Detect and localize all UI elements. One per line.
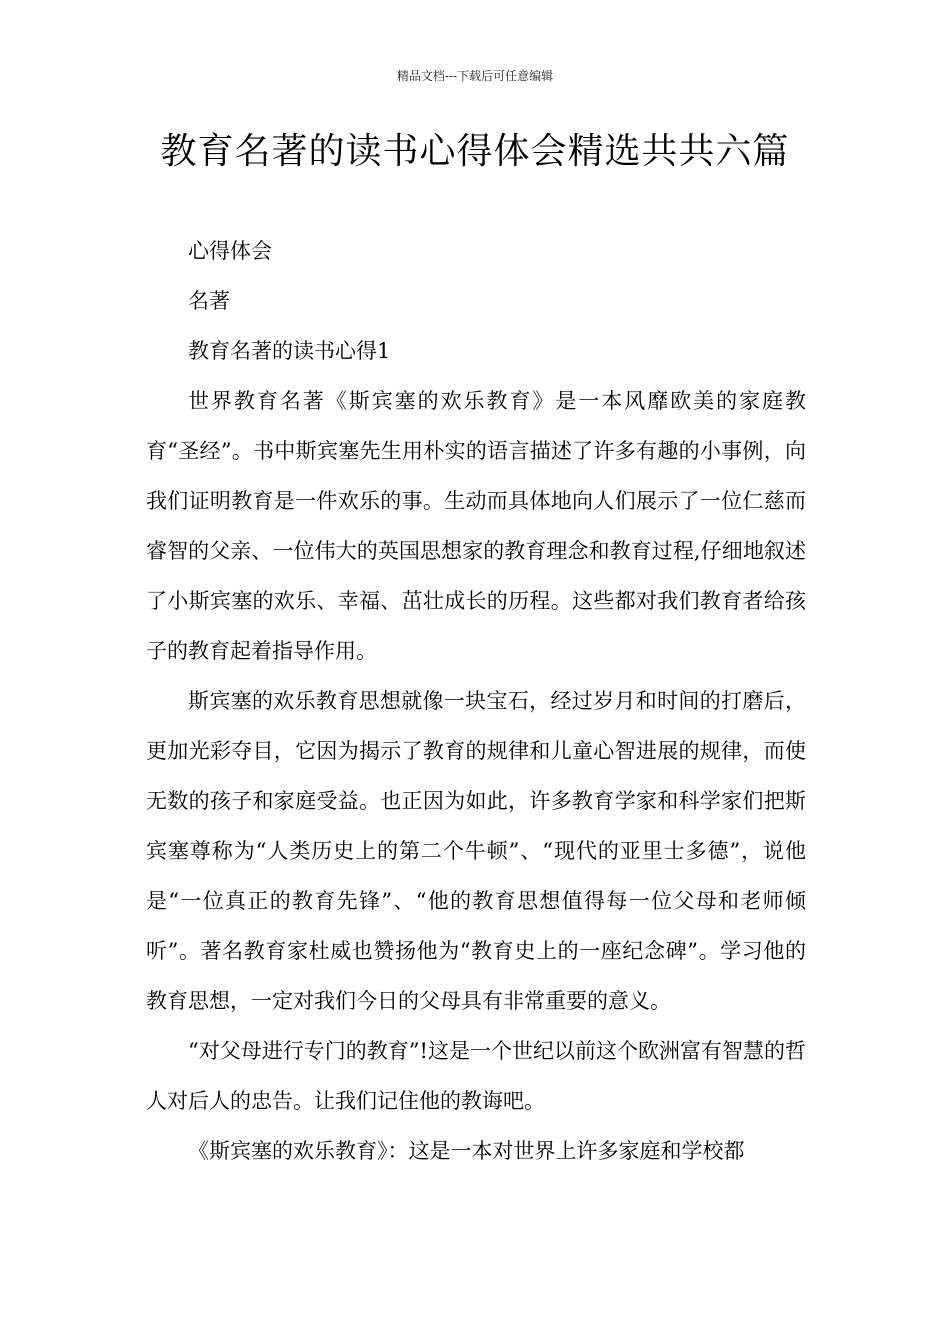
header-note: 精品文档---下载后可任意编辑 [396,69,554,83]
section-heading: 教育名著的读书心得1 [188,339,391,363]
paragraph: 《斯宾塞的欢乐教育》：这是一本对世界上许多家庭和学校都 [188,1139,745,1163]
document-body [146,226,806,1176]
document-title: 教育名著的读书心得体会精选共共六篇 [160,131,790,172]
paragraph-keyword-1: 心得体会 [188,239,272,263]
paragraph: 世界教育名著《斯宾塞的欢乐教育》是一本风靡欧美的家庭教育“圣经”。书中斯宾塞先生用朴实的语言描述了许多有趣的小事例，向我们证明教育是一件欢乐的事。生动而具体地向人们展示了一位仁慈而睿智的父亲、一位伟大的英国思想家的教育理念和教育过程,仔细地叙述了小斯宾塞的欢乐、幸福、茁壮成长的历程。这些都对我们教育者给孩子的教育起着指导作用。 [146,389,806,663]
paragraph: “对父母进行专门的教育”!这是一个世纪以前这个欧洲富有智慧的哲人对后人的忠告。让我们记住他的教诲吧。 [146,1039,806,1113]
paragraph: 斯宾塞的欢乐教育思想就像一块宝石，经过岁月和时间的打磨后，更加光彩夺目，它因为揭示了教育的规律和儿童心智进展的规律，而使无数的孩子和家庭受益。也正因为如此，许多教育学家和科学家们把斯宾塞尊称为“人类历史上的第二个牛顿”、“现代的亚里士多德”，说他是“一位真正的教育先锋”、“他的教育思想值得每一位父母和老师倾听”。著名教育家杜威也赞扬他为“教育史上的一座纪念碑”。学习他的教育思想，一定对我们今日的父母具有非常重要的意义。 [146,689,806,1013]
paragraph-keyword-2: 名著 [188,289,230,313]
